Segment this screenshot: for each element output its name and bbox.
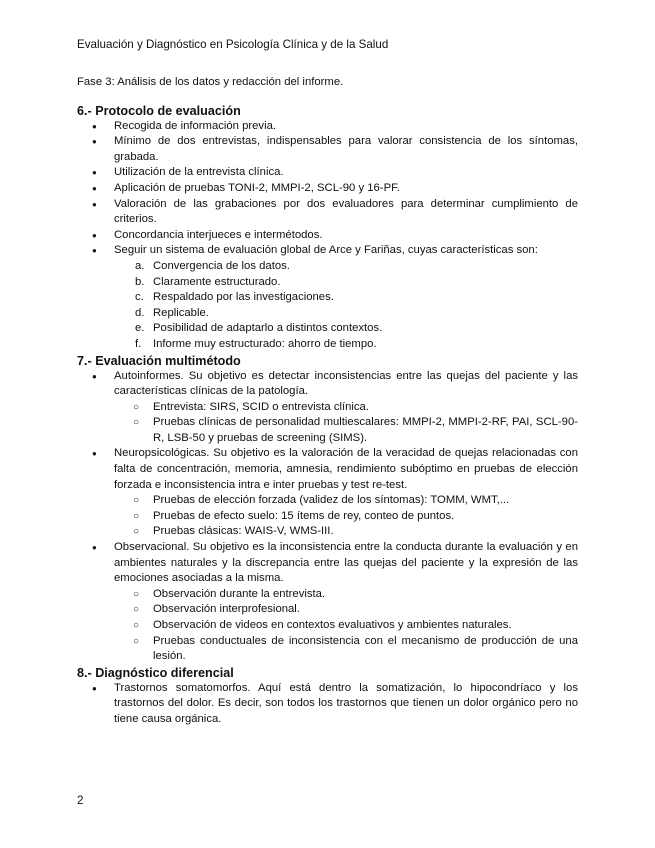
list-item: ● Observacional. Su objetivo es la inconsistencia entre la conducta durante la evaluación y en ambientes naturales y la discrepancia entre las quejas del paciente y la expresión de las emociones asociadas a la misma. — [77, 540, 578, 587]
section-title-protocolo: 6.- Protocolo de evaluación — [77, 103, 241, 118]
intro-text: Fase 3: Análisis de los datos y redacción del informe. — [77, 76, 344, 88]
list-item — [77, 290, 578, 306]
section-title-diagnostico: 8.- Diagnóstico diferencial — [77, 665, 234, 680]
list-marker: a. — [135, 259, 145, 272]
list-item: ● Neuropsicológicas. Su objetivo es la valoración de la veracidad de quejas relacionadas con falta de concentración, memoria, amnesia, rendimiento subóptimo en pruebas de elección forzada e inconsistencia intra e inter pruebas y test re-test. — [77, 446, 578, 493]
list-item: ● Concordancia interjueces e intermétodos. — [77, 228, 578, 244]
list-marker: e. — [135, 322, 145, 335]
list-item: ● Trastornos somatomorfos. Aquí está dentro la somatización, lo hipocondríaco y los trastornos del dolor. Es decir, son todos los trastornos que tienen un dolor orgánico pero no tiene causa orgánica. — [77, 681, 578, 728]
list-subitem: ○ Observación de videos en contextos evaluativos y ambientes naturales. — [77, 618, 578, 634]
list-item — [77, 275, 578, 291]
list-item-text: Replicable. — [153, 306, 209, 319]
list-subitem: ○ Observación interprofesional. — [77, 602, 578, 618]
list-item: ● Mínimo de dos entrevistas, indispensables para valorar consistencia de los síntomas, grabada. — [77, 134, 578, 165]
list-subitem: ○ Pruebas clínicas de personalidad multiescalares: MMPI-2, MMPI-2-RF, PAI, SCL-90-R, LSB-50 y pruebas de screening (SIMS). — [77, 415, 578, 446]
page-content — [77, 75, 578, 728]
list-subitem: ○ Pruebas de elección forzada (validez de los síntomas): TOMM, WMT,... — [77, 493, 578, 509]
list-subitem: ○ Entrevista: SIRS, SCID o entrevista clínica. — [77, 400, 578, 416]
list-item: ● Recogida de información previa. — [77, 119, 578, 135]
list-item-text: Convergencia de los datos. — [153, 259, 290, 272]
list-item: ● Autoinformes. Su objetivo es detectar inconsistencias entre las quejas del paciente y las características clínicas de la patología. — [77, 369, 578, 400]
list-item — [77, 321, 578, 337]
multimetodo-list — [77, 369, 578, 665]
page-number: 2 — [77, 794, 84, 807]
list-item-text: Informe muy estructurado: ahorro de tiempo. — [153, 337, 377, 350]
list-subitem: ○ Pruebas conductuales de inconsistencia con el mecanismo de producción de una lesión. — [77, 634, 578, 665]
list-subitem: ○ Observación durante la entrevista. — [77, 587, 578, 603]
list-item: ● Aplicación de pruebas TONI-2, MMPI-2, SCL-90 y 16-PF. — [77, 181, 578, 197]
list-item: ● Valoración de las grabaciones por dos evaluadores para determinar cumplimiento de criterios. — [77, 197, 578, 228]
list-marker: b. — [135, 275, 145, 288]
list-subitem: ○ Pruebas clásicas: WAIS-V, WMS-III. — [77, 524, 578, 540]
list-item — [77, 306, 578, 322]
list-marker: f. — [135, 337, 142, 350]
list-item — [77, 337, 578, 353]
list-item — [77, 259, 578, 275]
arce-farinas-list — [77, 259, 578, 353]
list-marker: c. — [135, 291, 144, 304]
page-header: Evaluación y Diagnóstico en Psicología Clínica y de la Salud — [77, 38, 389, 51]
list-item: ● Seguir un sistema de evaluación global de Arce y Fariñas, cuyas características son: — [77, 243, 578, 259]
list-item-text: Claramente estructurado. — [153, 275, 281, 288]
list-item-text: Respaldado por las investigaciones. — [153, 291, 334, 304]
list-item: ● Utilización de la entrevista clínica. — [77, 165, 578, 181]
list-marker: d. — [135, 306, 145, 319]
protocolo-list — [77, 119, 578, 259]
list-subitem: ○ Pruebas de efecto suelo: 15 ítems de rey, conteo de puntos. — [77, 509, 578, 525]
diagnostico-list — [77, 681, 578, 728]
section-title-multimetodo: 7.- Evaluación multimétodo — [77, 353, 241, 368]
list-item-text: Posibilidad de adaptarlo a distintos contextos. — [153, 322, 383, 335]
